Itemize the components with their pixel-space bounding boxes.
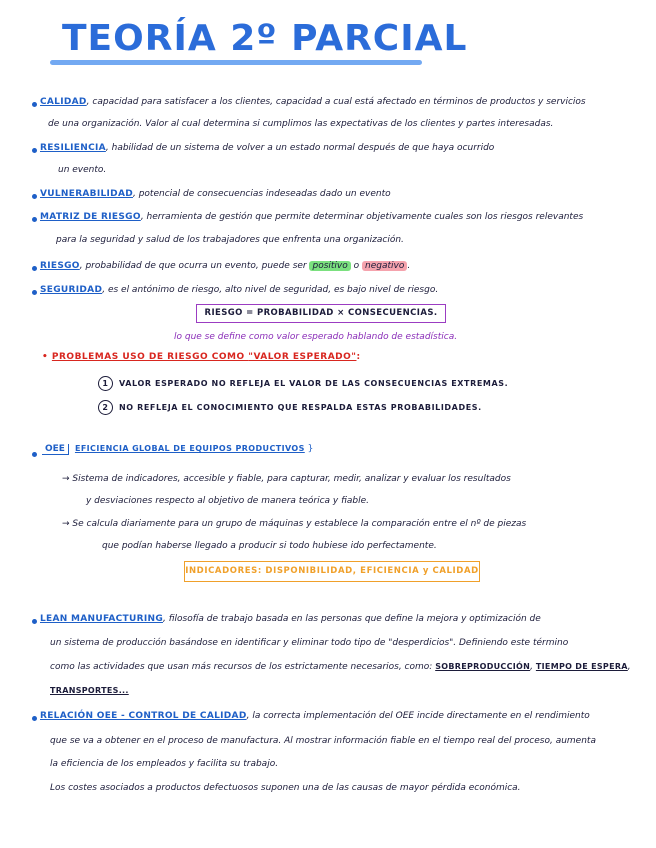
calidad-text-1: , capacidad para satisfacer a los clientes, capacidad a cual está afectado en términos de productos y servicios [86,97,586,107]
relacion-text-2: que se va a obtener en el proceso de manufactura. Al mostrar información fiable en el tiempo real del proceso, aumenta [50,736,596,746]
formula-note: lo que se define como valor esperado hablando de estadística. [174,332,458,342]
oee-heading [42,444,313,455]
term-resiliencia: RESILIENCIA [40,143,106,153]
seguridad-text-1: , es el antónimo de riesgo, alto nivel de seguridad, es bajo nivel de riesgo. [102,285,439,295]
riesgo-connector: o [350,261,362,271]
bullet-dot [32,217,37,222]
problems-bullet: • [42,352,52,362]
number-circle: 1 [98,376,113,391]
lean-text-3-end: , [627,662,631,672]
bullet-dot [32,452,37,457]
riesgo-end: . [407,261,411,271]
problems-heading [42,352,361,362]
lean-text-3-pre: como las actividades que usan más recursos de los estrictamente necesarios, como: [50,662,436,672]
resiliencia-text-2: un evento. [58,165,107,175]
oee-arrow-2-line-1: → Se calcula diariamente para un grupo de máquinas y establece la comparación entre el nº de piezas [62,519,527,529]
problems-title-quote: "VALOR ESPERADO" [248,352,357,362]
lean-text-3 [50,661,631,673]
title-underline [50,60,422,65]
term-calidad: CALIDAD [40,97,87,107]
bullet-dot [32,266,37,271]
relacion-text-4: Los costes asociados a productos defectuosos suponen una de las causas de mayor pérdida económica. [50,783,521,793]
term-vulnerabilidad: VULNERABILIDAD [40,189,133,199]
entry-calidad [40,96,586,108]
entry-seguridad [40,284,438,296]
problem-item-2 [98,400,482,415]
oee-arrow-2-line-2: que podían haberse llegado a producir si todo hubiese ido perfectamente. [102,541,437,551]
formula-box: RIESGO = PROBABILIDAD × CONSECUENCIAS. [196,304,446,323]
lean-waste-overproduction: SOBREPRODUCCIÓN [435,662,531,671]
relacion-text-1: , la correcta implementación del OEE incide directamente en el rendimiento [246,711,590,721]
indicators-box: INDICADORES: DISPONIBILIDAD, EFICIENCIA y CALIDAD [184,561,480,582]
term-riesgo: RIESGO [40,261,80,271]
calidad-text-2: de una organización. Valor al cual determina si cumplimos las expectativas de los clientes y partes interesadas. [48,119,554,129]
term-relacion-oee: RELACIÓN OEE - CONTROL DE CALIDAD [40,711,247,721]
lean-text-3-sep: , [530,662,536,672]
lean-text-2: un sistema de producción basándose en identificar y eliminar todo tipo de "desperdicios". Definiendo este término [50,638,569,648]
bullet-dot [32,148,37,153]
matriz-text-1: , herramienta de gestión que permite determinar objetivamente cuales son los riesgos relevantes [140,212,584,222]
oee-abbr: OEE [42,444,69,455]
resiliencia-text-1: , habilidad de un sistema de volver a un estado normal después de que haya ocurrido [105,143,495,153]
problem-text-1: VALOR ESPERADO NO REFLEJA EL VALOR DE LAS CONSECUENCIAS EXTREMAS. [119,379,509,388]
entry-riesgo [40,260,410,272]
entry-relacion [40,710,590,722]
riesgo-text-1: , probabilidad de que ocurra un evento, puede ser [79,261,310,271]
lean-text-4 [50,685,129,697]
oee-brace: } [304,444,314,454]
problem-item-1 [98,376,508,391]
entry-matriz [40,211,583,223]
bullet-dot [32,619,37,624]
bullet-dot [32,716,37,721]
vulnerabilidad-text-1: , potencial de consecuencias indeseadas dado un evento [132,189,391,199]
oee-arrow-1-line-2: y desviaciones respecto al objetivo de manera teórica y fiable. [86,496,370,506]
entry-resiliencia [40,142,494,154]
entry-lean [40,613,541,625]
matriz-text-2: para la seguridad y salud de los trabajadores que enfrenta una organización. [56,235,404,245]
term-seguridad: SEGURIDAD [40,285,103,295]
problems-title-suffix: : [356,352,361,362]
term-lean-manufacturing: LEAN MANUFACTURING [40,614,164,624]
lean-text-1: , filosofía de trabajo basada en las personas que define la mejora y optimización de [163,614,541,624]
page-title: TEORÍA 2º PARCIAL [62,18,468,59]
bullet-dot [32,290,37,295]
problem-text-2: NO REFLEJA EL CONOCIMIENTO QUE RESPALDA ESTAS PROBABILIDADES. [119,403,482,412]
lean-waste-waiting: TIEMPO DE ESPERA [535,662,628,671]
bullet-dot [32,194,37,199]
lean-waste-transport: TRANSPORTES... [50,686,129,695]
oee-arrow-1-line-1: → Sistema de indicadores, accesible y fiable, para capturar, medir, analizar y evaluar los resultados [62,474,511,484]
number-circle: 2 [98,400,113,415]
oee-full-name: EFICIENCIA GLOBAL DE EQUIPOS PRODUCTIVOS [74,444,305,453]
negative-highlight: negativo [362,261,407,271]
relacion-text-3: la eficiencia de los empleados y facilita su trabajo. [50,759,279,769]
entry-vulnerabilidad [40,188,391,200]
problems-title-prefix: PROBLEMAS USO DE RIESGO COMO [51,352,249,362]
bullet-dot [32,102,37,107]
positive-highlight: positivo [309,261,350,271]
term-matriz-riesgo: MATRIZ DE RIESGO [40,212,141,222]
